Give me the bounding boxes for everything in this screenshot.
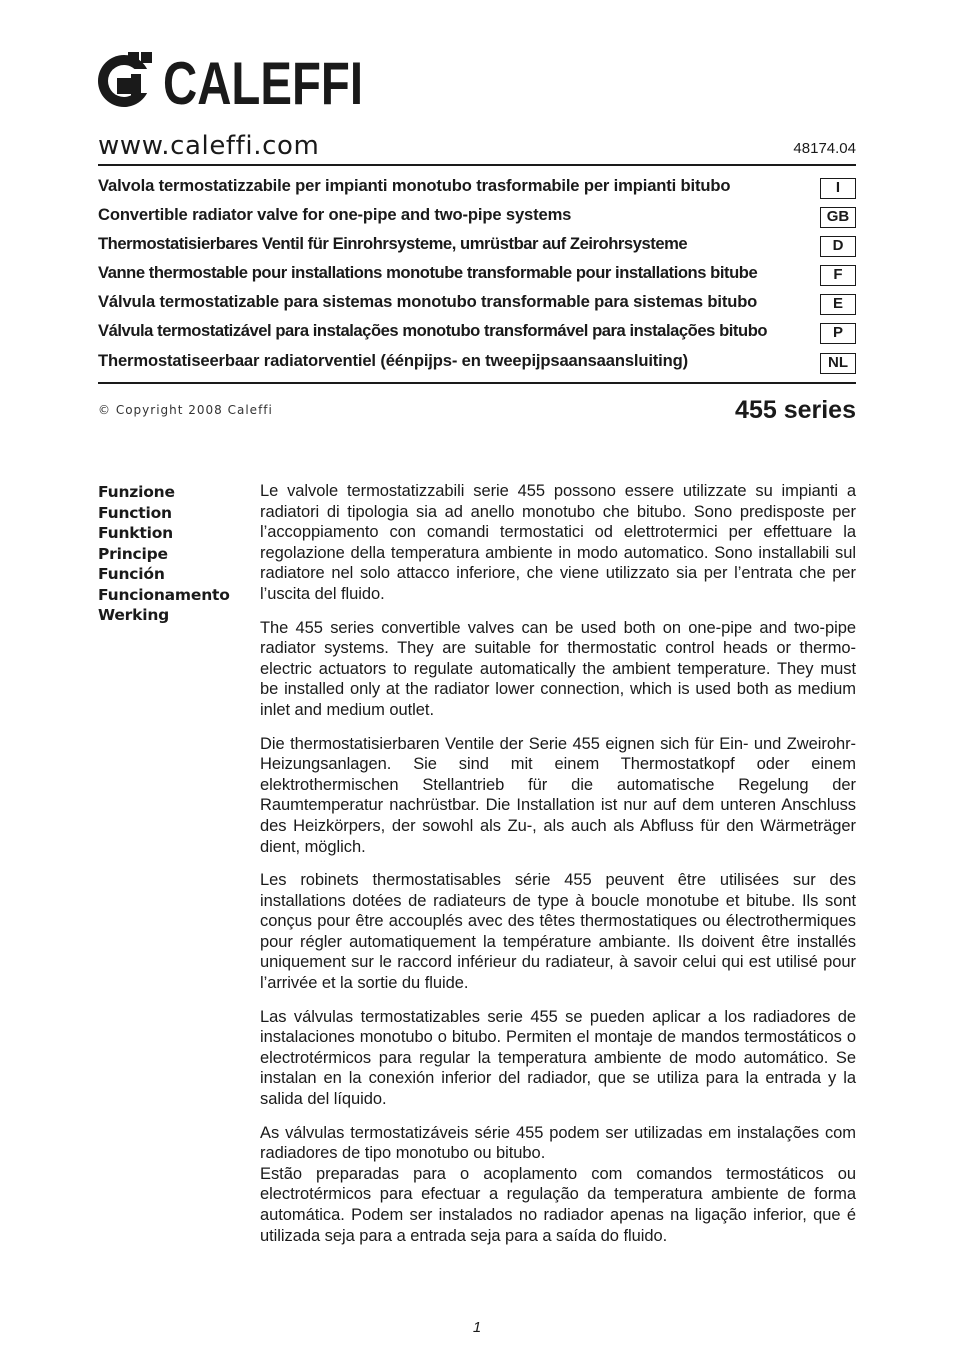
header-divider bbox=[98, 164, 856, 166]
language-badge: NL bbox=[820, 353, 856, 374]
body-text-column bbox=[260, 481, 856, 1259]
site-row bbox=[98, 131, 856, 165]
title-row bbox=[98, 349, 856, 378]
page-number: 1 bbox=[472, 1319, 482, 1336]
title-row bbox=[98, 319, 856, 348]
logo-wordmark: CALEFFI bbox=[163, 50, 363, 117]
section-heading: Function bbox=[98, 503, 172, 522]
title-text: Convertible radiator valve for one-pipe and two-pipe systems bbox=[98, 205, 572, 225]
series-title: 455 series bbox=[735, 396, 856, 424]
section-heading: Principe bbox=[98, 544, 168, 563]
language-badge: F bbox=[820, 265, 856, 286]
section-heading: Función bbox=[98, 565, 165, 583]
title-divider bbox=[98, 382, 856, 384]
language-badge: GB bbox=[820, 207, 856, 228]
paragraph-german: Die thermostatisierbaren Ventile der Serie 455 eignen sich für Ein- und Zweirohr-Heizungsanlagen. Sie sind mit einem Thermostatkopf oder einem elektrothermischen Stellantrieb für die automatische Regelung der Raumtemperatur nachrüstbar. Die Installation ist nur auf dem unteren Anschluss des Heizkörpers, der sowohl als Zu-, als auch als Abfluss für den Wärmeträger dient, möglich. bbox=[260, 734, 856, 856]
language-badge: I bbox=[820, 178, 856, 199]
website-link[interactable]: www.caleffi.com bbox=[98, 131, 320, 161]
title-text: Vanne thermostable pour installations monotube transformable pour installations bitube bbox=[98, 263, 758, 283]
document-code: 48174.04 bbox=[793, 140, 856, 157]
language-badge: D bbox=[820, 236, 856, 257]
copyright-notice: © Copyright 2008 Caleffi bbox=[98, 403, 273, 417]
title-text: Válvula termostatizable para sistemas monotubo transformable para sistemas bitubo bbox=[98, 292, 758, 312]
paragraph-portuguese-part2: Estão preparadas para o acoplamento com comandos termostáticos ou electrotérmicos para efectuar a regulação da temperatura ambiente de forma automática. Podem ser instalados no radiador apenas na ligação inferior, que é utilizada seja para a entrada seja para a saída do fluido. bbox=[260, 1164, 856, 1245]
section-heading: Funzione bbox=[98, 483, 175, 501]
title-text: Válvula termostatizável para instalações monotubo transformável para instalações bitubo bbox=[98, 321, 768, 341]
section-heading: Funktion bbox=[98, 524, 173, 542]
paragraph-portuguese-part1: As válvulas termostatizáveis série 455 podem ser utilizadas em instalações com radiadores de tipo monotubo ou bitubo. bbox=[260, 1123, 856, 1163]
section-heading-list bbox=[98, 482, 248, 626]
product-title-list bbox=[98, 174, 856, 378]
title-row bbox=[98, 232, 856, 261]
paragraph-italian: Le valvole termostatizzabili serie 455 possono essere utilizzate su impianti a radiatori di tipologia sia ad anello monotubo che bitubo. Sono predisposte per l’accoppiamento con comandi termostatici od elettrotermici per effettuare la regolazione della temperatura ambiente in modo automatico. Sono installabili sul radiatore nel solo attacco inferiore, che viene utilizzato sia per l’entrata che per l’uscita del fluido. bbox=[260, 482, 856, 603]
title-row bbox=[98, 290, 856, 319]
section-heading: Werking bbox=[98, 606, 170, 624]
title-row bbox=[98, 174, 856, 203]
paragraph-english: The 455 series convertible valves can be used both on one-pipe and two-pipe radiator systems. They are suitable for thermostatic control heads or thermo-electric actuators to regulate automatically the ambient temperature. They must be installed only at the radiator lower connection, which is used both as medium inlet and medium outlet. bbox=[260, 618, 856, 719]
language-badge: E bbox=[820, 294, 856, 315]
title-row bbox=[98, 203, 856, 232]
paragraph-spanish: Las válvulas termostatizables serie 455 se pueden aplicar a los radiadores de instalaciones monotubo o bitubo. Permiten el montaje de mandos termostáticos o electrotérmicos para regular la temperatura ambiente de modo automático. Se instalan en la conexión inferior del radiador, que se utiliza para la entrada y la salida del líquido. bbox=[260, 1007, 856, 1109]
title-text: Valvola termostatizzabile per impianti monotubo trasformabile per impianti bitubo bbox=[98, 176, 731, 195]
section-heading: Funcionamento bbox=[98, 585, 230, 604]
title-text: Thermostatisierbares Ventil für Einrohrsysteme, umrüstbar auf Zeirohrsysteme bbox=[98, 234, 688, 254]
title-text: Thermostatiseerbaar radiatorventiel (éénpijps- en tweepijpsaansaansluiting) bbox=[98, 350, 688, 370]
paragraph-french: Les robinets thermostatisables série 455 peuvent être utilisées sur des installations dotées de radiateurs de type à boucle monotube et bitube. Ils sont conçus pour être accouplés avec des têtes thermostatiques ou électrothermiques pour régler automatiquement la température ambiante. Ils doivent être installés uniquement sur le raccord inférieur du radiateur, à savoir celui qui est utilisé pour l’arrivée et la sortie du fluide. bbox=[260, 871, 856, 993]
caleffi-logo bbox=[95, 50, 367, 117]
paragraph-portuguese bbox=[260, 1123, 856, 1247]
language-badge: P bbox=[820, 323, 856, 344]
title-row bbox=[98, 261, 856, 290]
